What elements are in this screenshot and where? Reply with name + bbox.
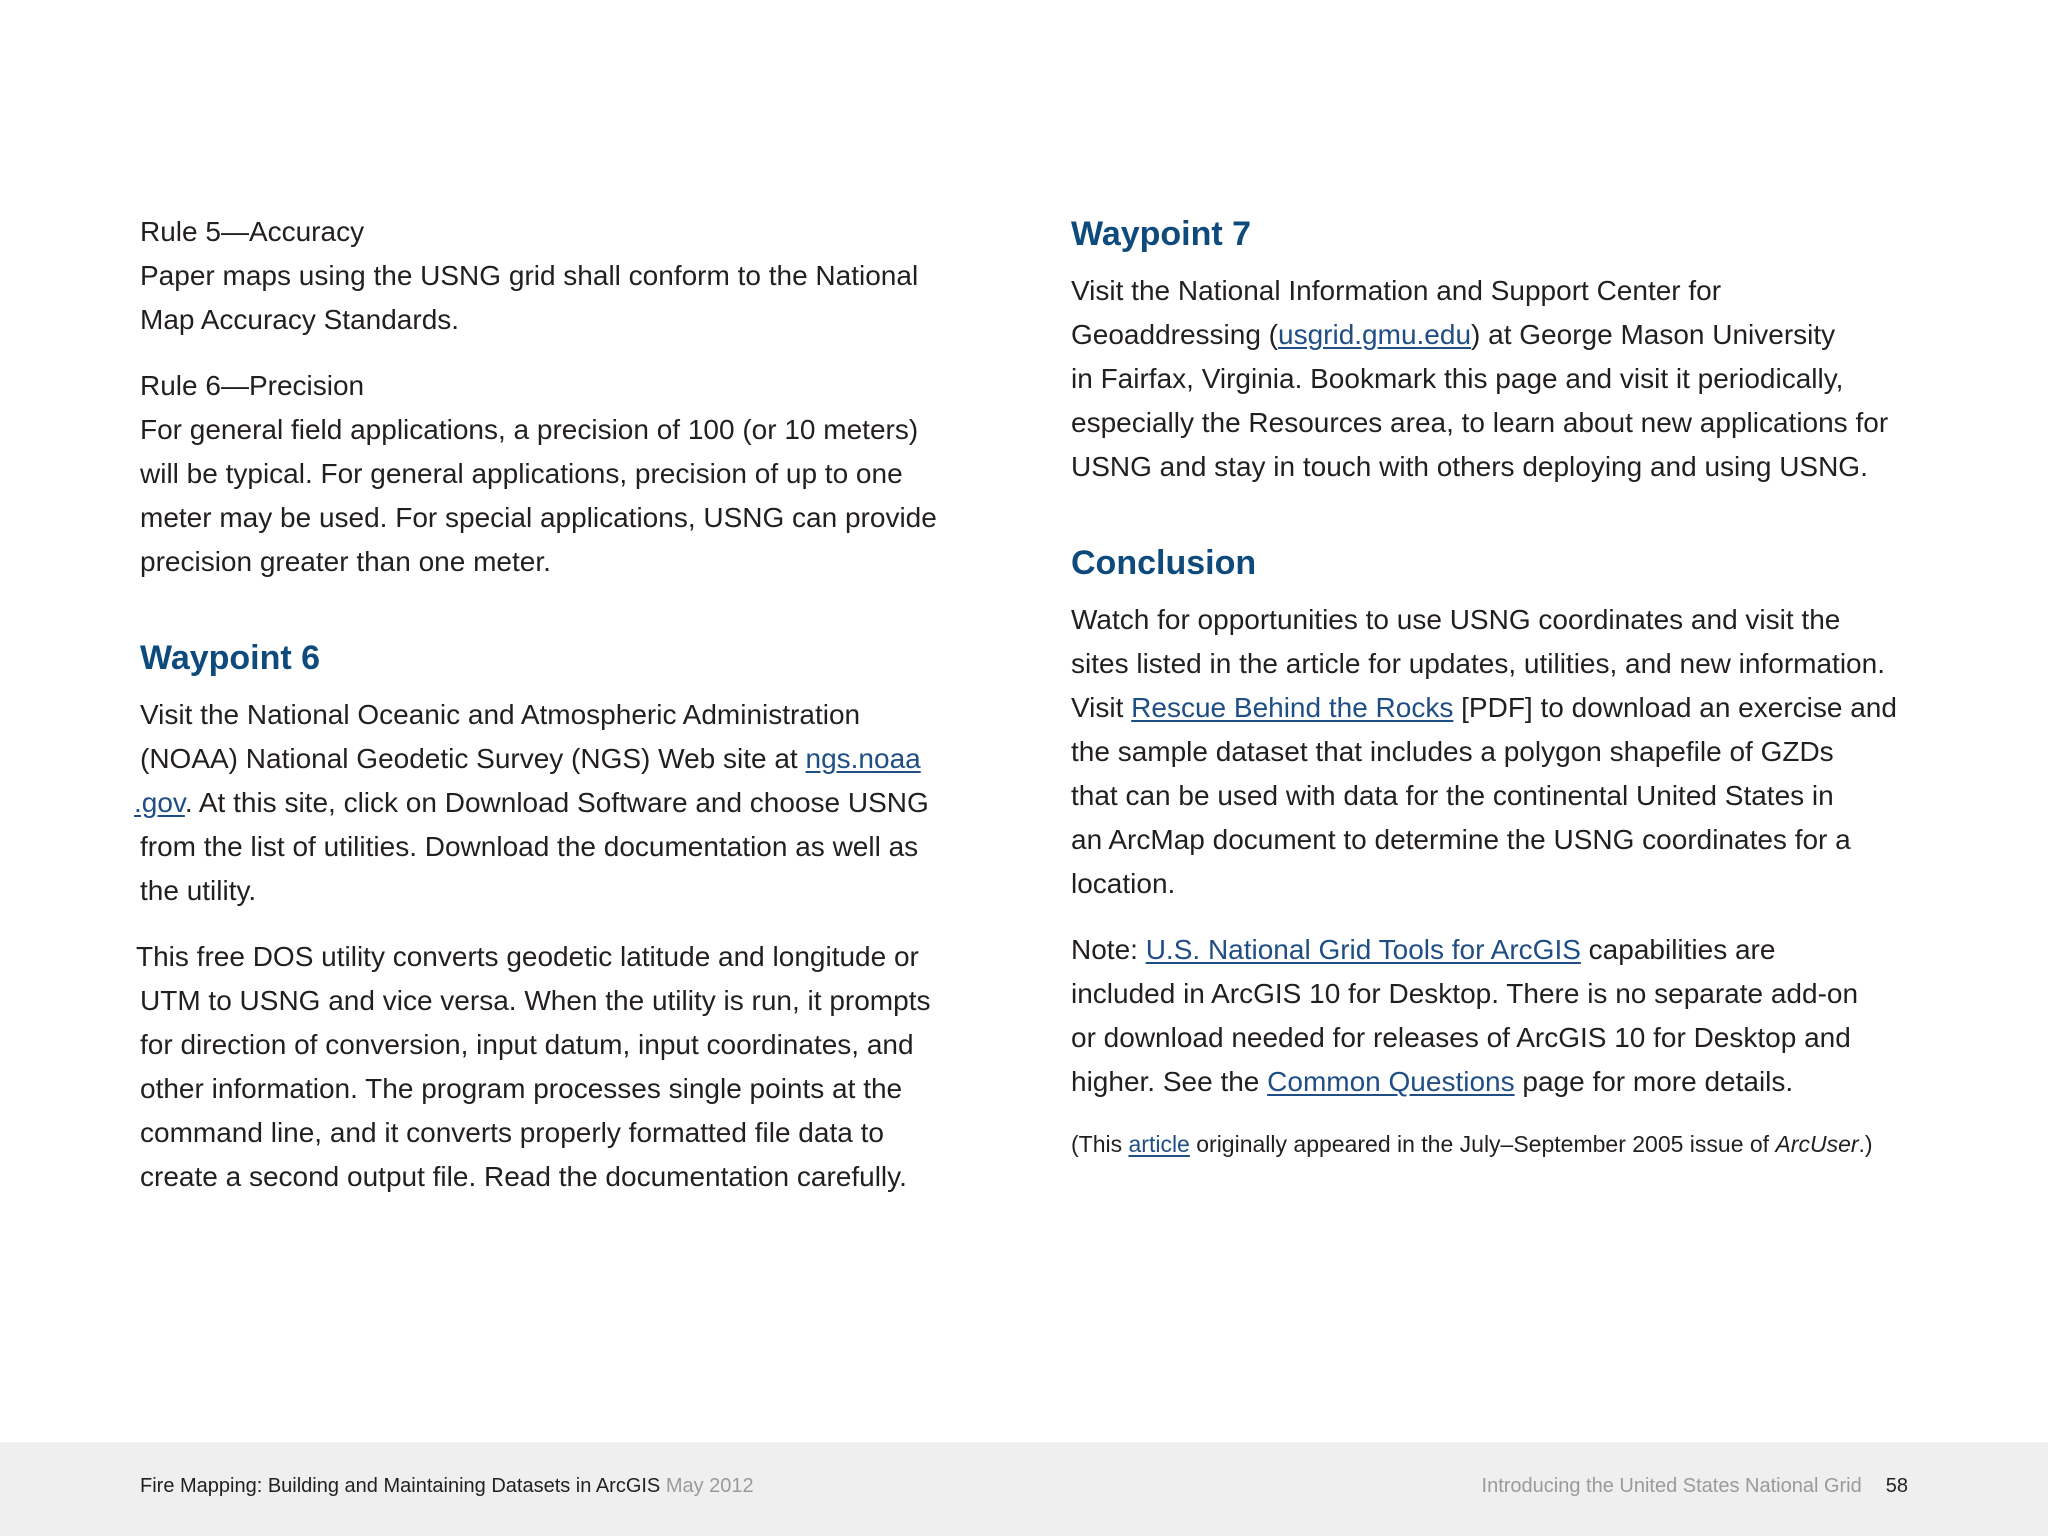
rule6-title: Rule 6—Precision — [140, 370, 365, 401]
citation — [1071, 1128, 1873, 1160]
waypoint6-p2-line-1: This free DOS utility converts geodetic latitude and longitude or — [136, 941, 919, 972]
common-questions-link[interactable]: Common Questions — [1267, 1066, 1515, 1097]
footer-date: May 2012 — [665, 1475, 754, 1497]
waypoint7-line-2 — [1071, 313, 1888, 357]
waypoint7-line-5: USNG and stay in touch with others deploying and using USNG. — [1071, 451, 1868, 482]
rescue-behind-the-rocks-link[interactable]: Rescue Behind the Rocks — [1131, 692, 1454, 723]
waypoint6-line-2-text: (NOAA) National Geodetic Survey (NGS) Web site at — [140, 743, 806, 774]
note-line-4-post: page for more details. — [1514, 1066, 1794, 1097]
conclusion-heading: Conclusion — [1071, 544, 1257, 582]
waypoint7-line-1: Visit the National Information and Support Center for — [1071, 275, 1722, 306]
conclusion-paragraph — [1071, 598, 1897, 906]
waypoint6-line-3 — [134, 781, 929, 825]
citation-pre: (This — [1071, 1131, 1129, 1157]
waypoint6-line-5: the utility. — [140, 875, 257, 906]
page-footer — [0, 1442, 2048, 1536]
waypoint6-line-2 — [140, 737, 929, 781]
conclusion-line-3 — [1071, 686, 1897, 730]
rule5-text — [140, 254, 918, 342]
article-link[interactable]: article — [1128, 1131, 1190, 1157]
note-line-4-pre: higher. See the — [1071, 1066, 1268, 1097]
waypoint6-p2-line-6: create a second output file. Read the documentation carefully. — [140, 1161, 907, 1192]
conclusion-line-1: Watch for opportunities to use USNG coordinates and visit the — [1071, 604, 1841, 635]
rule6-line-4: precision greater than one meter. — [140, 546, 551, 577]
note-line-1 — [1071, 928, 1858, 972]
waypoint7-line-2-pre: Geoaddressing ( — [1071, 319, 1279, 350]
conclusion-line-6: an ArcMap document to determine the USNG coordinates for a — [1071, 824, 1851, 855]
waypoint6-line-1: Visit the National Oceanic and Atmospheric Administration — [140, 699, 861, 730]
citation-publication: ArcUser — [1775, 1131, 1859, 1157]
rule6-line-2: will be typical. For general applications, precision of up to one — [140, 458, 903, 489]
waypoint6-p2-line-3: for direction of conversion, input datum, input coordinates, and — [140, 1029, 914, 1060]
conclusion-line-2: sites listed in the article for updates, utilities, and new information. — [1071, 648, 1885, 679]
waypoint6-heading: Waypoint 6 — [140, 639, 321, 677]
note-line-1-post: capabilities are — [1580, 934, 1776, 965]
waypoint7-paragraph — [1071, 269, 1888, 489]
waypoint7-line-3: in Fairfax, Virginia. Bookmark this page and visit it periodically, — [1071, 363, 1844, 394]
footer-publication — [140, 1475, 754, 1498]
waypoint6-line-3-text: . At this site, click on Download Software and choose USNG — [184, 787, 929, 818]
ngs-noaa-link[interactable]: ngs.noaa — [805, 743, 921, 774]
rule5-line-1: Paper maps using the USNG grid shall conform to the National — [140, 260, 919, 291]
waypoint6-p2-line-2: UTM to USNG and vice versa. When the utility is run, it prompts — [140, 985, 931, 1016]
note-paragraph — [1071, 928, 1858, 1104]
citation-mid: originally appeared in the July–September 2005 issue of — [1189, 1131, 1776, 1157]
citation-post: .) — [1858, 1131, 1873, 1157]
rule6-line-3: meter may be used. For special applications, USNG can provide — [140, 502, 937, 533]
waypoint7-heading: Waypoint 7 — [1071, 215, 1252, 253]
waypoint6-line-4: from the list of utilities. Download the documentation as well as — [140, 831, 919, 862]
ngs-noaa-link-continued[interactable]: .gov — [134, 787, 185, 818]
waypoint6-paragraph-2 — [136, 935, 930, 1199]
conclusion-line-7: location. — [1071, 868, 1176, 899]
rule6-line-1: For general field applications, a precision of 100 (or 10 meters) — [140, 414, 919, 445]
usng-tools-arcgis-link[interactable]: U.S. National Grid Tools for ArcGIS — [1145, 934, 1581, 965]
footer-section — [1482, 1475, 1908, 1498]
waypoint7-line-2-post: ) at George Mason University — [1471, 319, 1836, 350]
waypoint7-line-4: especially the Resources area, to learn about new applications for — [1071, 407, 1889, 438]
waypoint6-p2-line-5: command line, and it converts properly formatted file data to — [140, 1117, 884, 1148]
note-line-2: included in ArcGIS 10 for Desktop. There is no separate add-on — [1071, 978, 1859, 1009]
note-line-3: or download needed for releases of ArcGIS 10 for Desktop and — [1071, 1022, 1851, 1053]
rule5-title: Rule 5—Accuracy — [140, 216, 365, 247]
conclusion-line-3-pre: Visit — [1071, 692, 1132, 723]
rule5-line-2: Map Accuracy Standards. — [140, 304, 460, 335]
waypoint6-paragraph-1 — [134, 693, 929, 913]
note-line-1-pre: Note: — [1071, 934, 1146, 965]
conclusion-line-4: the sample dataset that includes a polygon shapefile of GZDs — [1071, 736, 1834, 767]
waypoint6-p2-line-4: other information. The program processes single points at the — [140, 1073, 903, 1104]
note-line-4 — [1071, 1060, 1858, 1104]
usgrid-gmu-link[interactable]: usgrid.gmu.edu — [1278, 319, 1472, 350]
rule6-text — [140, 408, 937, 584]
page-number: 58 — [1885, 1475, 1908, 1497]
conclusion-line-3-post: [PDF] to download an exercise and — [1453, 692, 1897, 723]
conclusion-line-5: that can be used with data for the continental United States in — [1071, 780, 1834, 811]
footer-section-title: Introducing the United States National Grid — [1481, 1475, 1862, 1497]
footer-title: Fire Mapping: Building and Maintaining Datasets in ArcGIS — [140, 1475, 661, 1497]
